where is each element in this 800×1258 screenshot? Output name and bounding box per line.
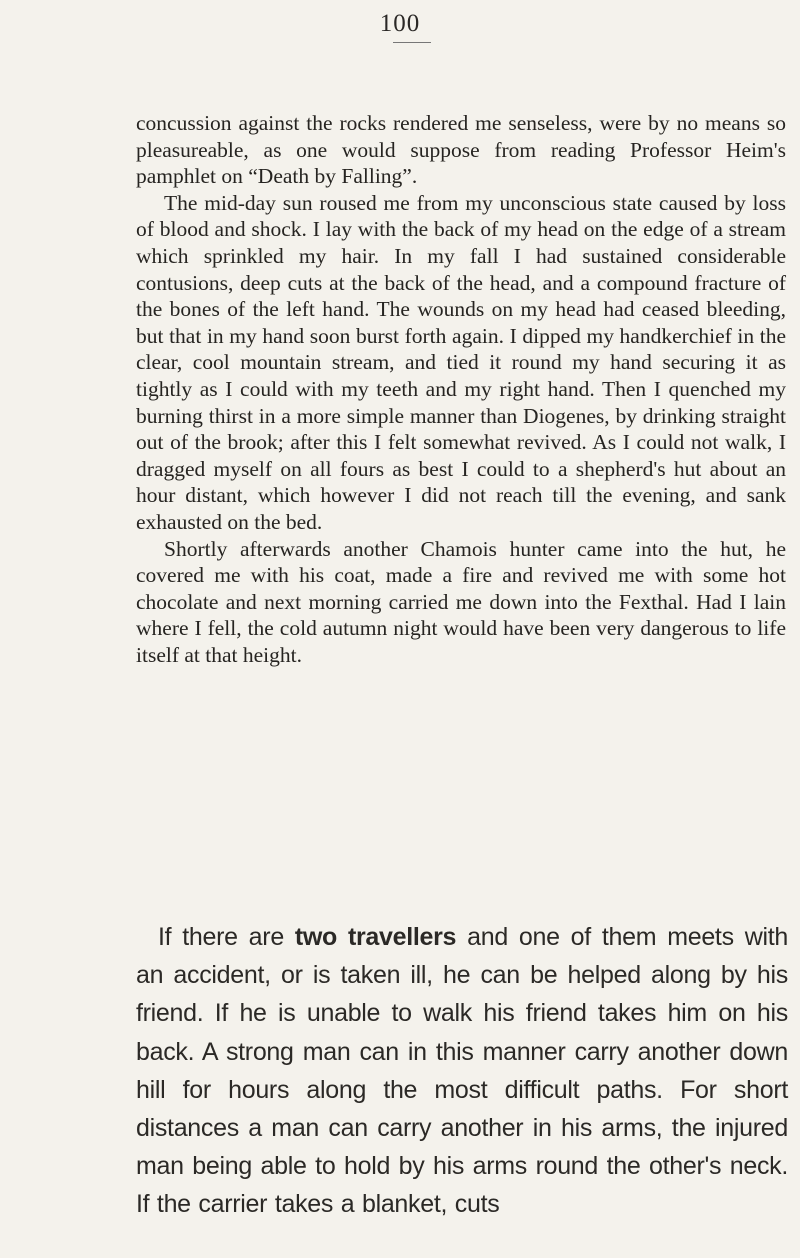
paragraph-midday-sun: The mid-day sun roused me from my unconscious state caused by loss of blood and shock. I lay with the back of my head on the edge of a stream which sprinkled my hair. In my fall I had sustained considerable contusions, deep cuts at the back of the head, and a compound fracture of the bones of the left hand. The wounds on my head had ceased bleeding, but that in my hand soon burst forth again. I dipped my handkerchief in the clear, cool mountain stream, and tied it round my hand securing it as tightly as I could with my teeth and my right hand. Then I quenched my burning thirst in a more simple manner than Diogenes, by drinking straight out of the brook; after this I felt somewhat revived. As I could not walk, I dragged myself on all fours as best I could to a shepherd's hut about an hour distant, which however I did not reach till the evening, and sank exhausted on the bed. [136, 190, 786, 534]
page-number: 100 [379, 10, 421, 37]
body-text [136, 110, 786, 668]
lead-start: If there are [158, 923, 295, 951]
paragraph-shortly-afterwards: Shortly afterwards another Chamois hunter came into the hut, he covered me with his coat, made a fire and revived me with some hot chocolate and next morning carried me down into the Fexthal. Had I lain where I fell, the cold autumn night would have been very dangerous to life itself at that height. [136, 536, 786, 667]
lead-emphasis: two travellers [294, 923, 457, 951]
page-number-rule [393, 42, 431, 43]
lead-rest: and one of them meets with an accident, or is taken ill, he can be helped along by his friend. If he is unable to walk his friend takes him on his back. A strong man can in this manner carry another down hill for hours along the most difficult paths. For short distances a man can carry another in his arms, the injured man being able to hold by his arms round the other's neck. If the carrier takes a blanket, cuts [136, 923, 788, 1219]
paragraph-two-travellers [136, 918, 788, 1224]
paragraph-continuation: concussion against the rocks rendered me senseless, were by no means so pleasureable, as one would suppose from reading Professor Heim's pamphlet on “Death by Falling”. [136, 111, 786, 189]
large-print-section [136, 918, 788, 1224]
